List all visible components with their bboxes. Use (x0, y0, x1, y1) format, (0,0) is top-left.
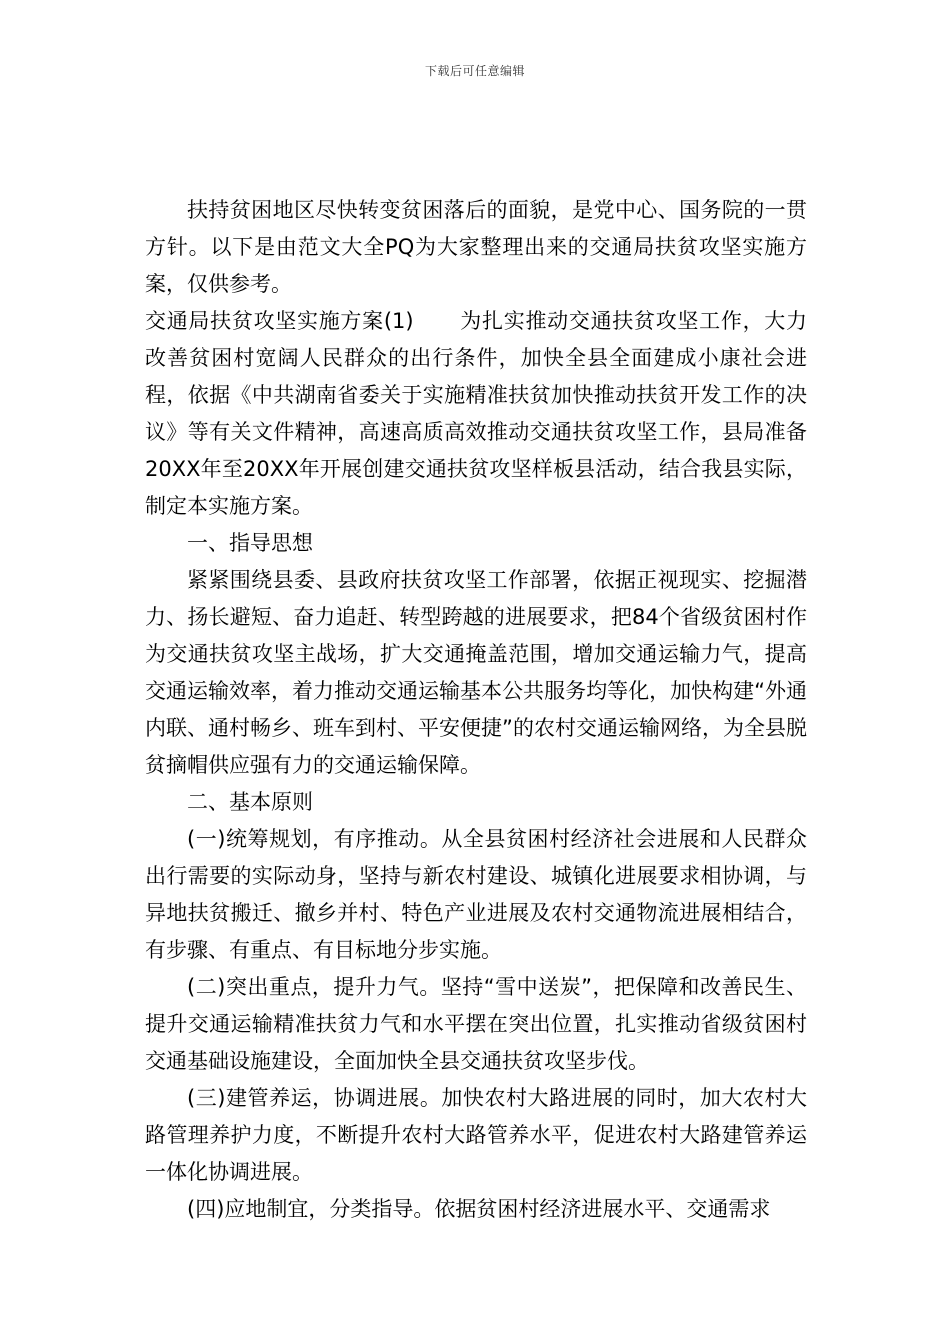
section-title: 交通局扶贫攻坚实施方案(1) (145, 309, 414, 333)
intro-paragraph: 扶持贫困地区尽快转变贫困落后的面貌，是党中心、国务院的一贯方针。以下是由范文大全PQ为大家整理出来的交通局扶贫攻坚实施方案，仅供参考。 (145, 198, 807, 296)
page-header: 下载后可任意编辑 (424, 64, 525, 78)
principle-1-paragraph: (一)统筹规划，有序推动。从全县贫困村经济社会进展和人民群众出行需要的实际动身，坚持与新农村建设、城镇化进展要求相协调，与异地扶贫搬迁、撤乡并村、特色产业进展及农村交通物流进展相结合，有步骤、有重点、有目标地分步实施。 (145, 827, 807, 962)
heading-guiding-ideology: 一、指导思想 (187, 531, 313, 555)
principle-3-paragraph: (三)建管养运，协调进展。加快农村大路进展的同时，加大农村大路管理养护力度，不断提升农村大路管养水平，促进农村大路建管养运一体化协调进展。 (145, 1086, 807, 1184)
principle-4-paragraph: (四)应地制宜，分类指导。依据贫困村经济进展水平、交通需求 (187, 1197, 771, 1221)
heading-basic-principles: 二、基本原则 (187, 790, 313, 814)
principle-2-paragraph: (二)突出重点，提升力气。坚持“雪中送炭”，把保障和改善民生、提升交通运输精准扶贫力气和水平摆在突出位置，扎实推动省级贫困村交通基础设施建设，全面加快全县交通扶贫攻坚步伐。 (145, 975, 807, 1073)
section-body: 为扎实推动交通扶贫攻坚工作，大力改善贫困村宽阔人民群众的出行条件，加快全县全面建成小康社会进程，依据《中共湖南省委关于实施精准扶贫加快推动扶贫开发工作的决议》等有关文件精神，高速高质高效推动交通扶贫攻坚工作，县局准备20XX年至20XX年开展创建交通扶贫攻坚样板县活动，结合我县实际，制定本实施方案。 (145, 309, 807, 518)
section-paragraph (145, 303, 807, 525)
guiding-ideology-paragraph: 紧紧围绕县委、县政府扶贫攻坚工作部署，依据正视现实、挖掘潜力、扬长避短、奋力追赶、转型跨越的进展要求，把84个省级贫困村作为交通扶贫攻坚主战场，扩大交通掩盖范围，增加交通运输力气，提高交通运输效率，着力推动交通运输基本公共服务均等化，加快构建“外通内联、通村畅乡、班车到村、平安便捷”的农村交通运输网络，为全县脱贫摘帽供应强有力的交通运输保障。 (145, 568, 807, 777)
document-body (145, 192, 807, 1228)
